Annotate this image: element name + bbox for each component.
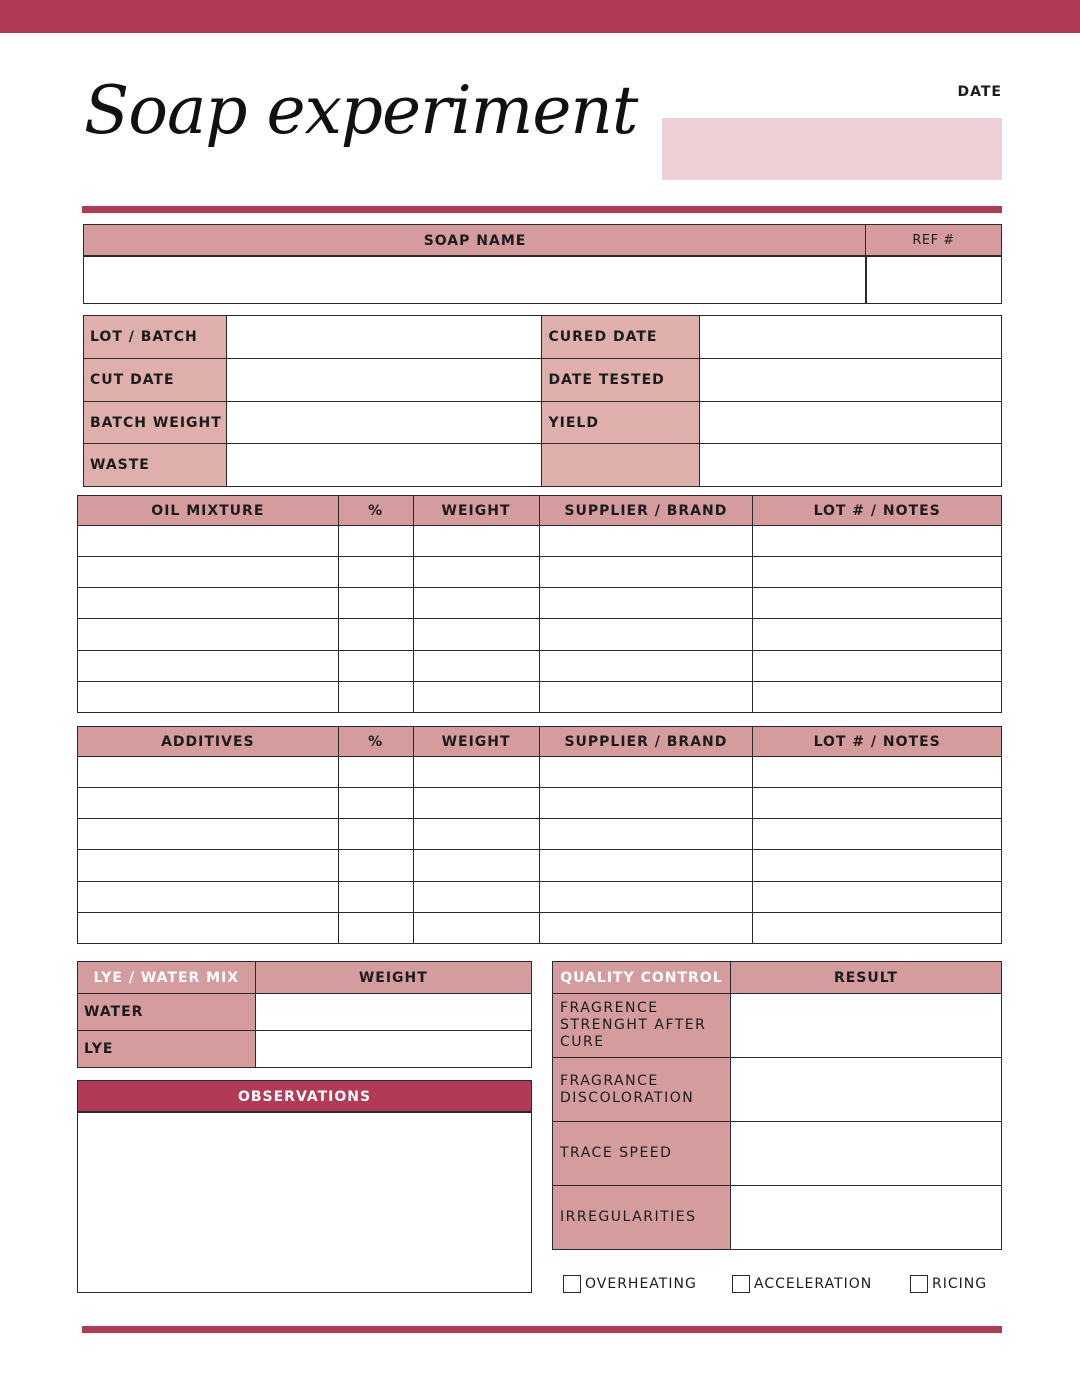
table-row[interactable] xyxy=(78,912,1002,943)
date-field[interactable] xyxy=(662,118,1002,180)
lye-field[interactable] xyxy=(255,1031,531,1068)
yield-label: YIELD xyxy=(542,402,700,444)
ref-field[interactable] xyxy=(865,255,1002,304)
add-col-notes: LOT # / NOTES xyxy=(753,727,1002,757)
table-row[interactable] xyxy=(78,850,1002,881)
cured-date-field[interactable] xyxy=(700,316,1002,359)
qc-fragrance-discoloration-label: FRAGRANCE DISCOLORATION xyxy=(560,1072,695,1106)
lye-weight-header: WEIGHT xyxy=(255,962,531,994)
lot-batch-field[interactable] xyxy=(226,316,542,359)
oil-col-oil-mixture: OIL MIXTURE xyxy=(78,496,339,526)
table-row[interactable] xyxy=(78,681,1002,712)
qc-fragrance-strength-label: FRAGRENCE STRENGHT AFTER CURE xyxy=(560,1000,707,1050)
cut-date-label: CUT DATE xyxy=(84,359,227,402)
checkbox-square-icon[interactable] xyxy=(910,1275,928,1293)
page-title: Soap experiment xyxy=(84,72,638,149)
overheating-checkbox[interactable] xyxy=(563,1275,697,1293)
blank-label xyxy=(542,444,700,487)
ricing-label: RICING xyxy=(932,1276,988,1292)
lye-water-table xyxy=(77,961,532,1068)
table-row[interactable] xyxy=(78,757,1002,788)
soap-name-field[interactable] xyxy=(83,255,867,304)
batch-weight-label: BATCH WEIGHT xyxy=(84,402,227,444)
water-field[interactable] xyxy=(255,994,531,1031)
quality-control-header: QUALITY CONTROL xyxy=(553,962,731,994)
oil-col-supplier: SUPPLIER / BRAND xyxy=(539,496,753,526)
oil-col-notes: LOT # / NOTES xyxy=(753,496,1002,526)
footer-divider xyxy=(82,1326,1002,1333)
qc-fragrance-strength-field[interactable] xyxy=(730,994,1001,1058)
overheating-label: OVERHEATING xyxy=(585,1276,697,1292)
observations-header: OBSERVATIONS xyxy=(77,1080,532,1113)
quality-control-table xyxy=(552,961,1002,1250)
additives-table xyxy=(77,726,1002,944)
result-header: RESULT xyxy=(730,962,1001,994)
qc-trace-speed-field[interactable] xyxy=(730,1122,1001,1186)
ricing-checkbox[interactable] xyxy=(910,1275,987,1293)
table-row[interactable] xyxy=(78,819,1002,850)
table-row[interactable] xyxy=(78,557,1002,588)
table-row[interactable] xyxy=(78,650,1002,681)
table-row[interactable] xyxy=(78,619,1002,650)
cured-date-label: CURED DATE xyxy=(542,316,700,359)
water-label: WATER xyxy=(78,994,256,1031)
add-col-supplier: SUPPLIER / BRAND xyxy=(539,727,753,757)
oil-mixture-table xyxy=(77,495,1002,713)
add-col-additives: ADDITIVES xyxy=(78,727,339,757)
blank-field[interactable] xyxy=(700,444,1002,487)
qc-irregularities-label: IRREGULARITIES xyxy=(560,1209,697,1225)
oil-col-weight: WEIGHT xyxy=(413,496,539,526)
soap-name-header: SOAP NAME xyxy=(83,224,867,257)
oil-col-percent: % xyxy=(338,496,413,526)
lye-water-header: LYE / WATER MIX xyxy=(78,962,256,994)
qc-trace-speed-label: TRACE SPEED xyxy=(560,1145,673,1161)
checkbox-square-icon[interactable] xyxy=(732,1275,750,1293)
waste-label: WASTE xyxy=(84,444,227,487)
batch-info-table xyxy=(83,315,1002,487)
acceleration-label: ACCELERATION xyxy=(754,1276,873,1292)
top-band xyxy=(0,0,1080,33)
table-row[interactable] xyxy=(78,881,1002,912)
checkbox-square-icon[interactable] xyxy=(563,1275,581,1293)
date-label: DATE xyxy=(957,84,1002,100)
date-tested-field[interactable] xyxy=(700,359,1002,402)
header-divider xyxy=(82,206,1002,213)
qc-fragrance-discoloration-field[interactable] xyxy=(730,1058,1001,1122)
acceleration-checkbox[interactable] xyxy=(732,1275,872,1293)
lye-label: LYE xyxy=(78,1031,256,1068)
yield-field[interactable] xyxy=(700,402,1002,444)
table-row[interactable] xyxy=(78,526,1002,557)
table-row[interactable] xyxy=(78,588,1002,619)
table-row[interactable] xyxy=(78,788,1002,819)
add-col-percent: % xyxy=(338,727,413,757)
cut-date-field[interactable] xyxy=(226,359,542,402)
waste-field[interactable] xyxy=(226,444,542,487)
qc-irregularities-field[interactable] xyxy=(730,1186,1001,1250)
date-tested-label: DATE TESTED xyxy=(542,359,700,402)
batch-weight-field[interactable] xyxy=(226,402,542,444)
ref-header: REF # xyxy=(865,224,1002,257)
lot-batch-label: LOT / BATCH xyxy=(84,316,227,359)
observations-field[interactable] xyxy=(77,1111,532,1293)
add-col-weight: WEIGHT xyxy=(413,727,539,757)
